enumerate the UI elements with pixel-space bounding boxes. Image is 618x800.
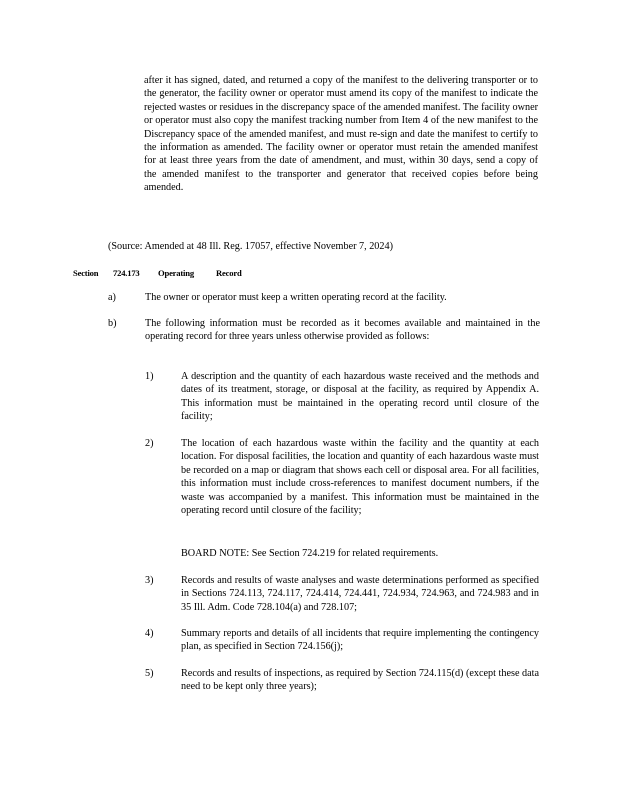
subsection-marker-a: a)	[108, 292, 116, 303]
item-text-5: Records and results of inspections, as required by Section 724.115(d) (except these data need to be kept only three years);	[181, 668, 539, 693]
subsection-text-a: The owner or operator must keep a written operating record at the facility.	[145, 292, 447, 303]
item-marker-1: 1)	[145, 371, 154, 382]
item-text-3: Records and results of waste analyses and waste determinations performed as specified in Sections 724.113, 724.117, 724.414, 724.441, 724.934, 724.963, and 724.983 and in 35 Ill. Adm. Code 728.104(a) and 728.107;	[181, 575, 539, 613]
subsection-marker-b: b)	[108, 318, 117, 329]
subsection-text-b: The following information must be recorded as it becomes available and maintained in the operating record for three years unless otherwise provided as follows:	[145, 318, 540, 343]
item-marker-3: 3)	[145, 575, 154, 586]
section-label: Section	[73, 268, 99, 278]
item-text-4: Summary reports and details of all incidents that require implementing the contingency plan, as specified in Section 724.156(j);	[181, 628, 539, 653]
section-heading	[73, 267, 242, 280]
item-marker-4: 4)	[145, 628, 154, 639]
section-title-word2: Record	[216, 268, 242, 278]
item-marker-2: 2)	[145, 438, 154, 449]
intro-paragraph: after it has signed, dated, and returned a copy of the manifest to the delivering transporter or to the generator, the facility owner or operator must amend its copy of the manifest to indicate the rejected wastes or residues in the discrepancy space of the amended manifest. The facility owner or operator must also copy the manifest tracking number from Item 4 of the new manifest to the Discrepancy space of the amended manifest, and must re-sign and date the manifest to certify to the information as amended. The facility owner or operator must retain the amended manifest for at least three years from the date of amendment, and must, within 30 days, send a copy of the amended manifest to the transporter and generator that received copies before being amended.	[144, 75, 538, 194]
board-note: BOARD NOTE: See Section 724.219 for related requirements.	[181, 548, 439, 559]
source-note: (Source: Amended at 48 Ill. Reg. 17057, effective November 7, 2024)	[108, 241, 393, 252]
section-number: 724.173	[113, 268, 140, 278]
item-marker-5: 5)	[145, 668, 154, 679]
item-text-1: A description and the quantity of each hazardous waste received and the methods and dates of its treatment, storage, or disposal at the facility, as required by Appendix A. This information must be maintained in the operating record until closure of the facility;	[181, 371, 539, 423]
section-title-word1: Operating	[158, 268, 194, 278]
item-text-2: The location of each hazardous waste within the facility and the quantity at each location. For disposal facilities, the location and quantity of each hazardous waste must be recorded on a map or diagram that shows each cell or disposal area. For all facilities, this information must include cross-references to manifest document numbers, if the waste was accompanied by a manifest. This information must be maintained in the operating record until closure of the facility;	[181, 438, 539, 517]
